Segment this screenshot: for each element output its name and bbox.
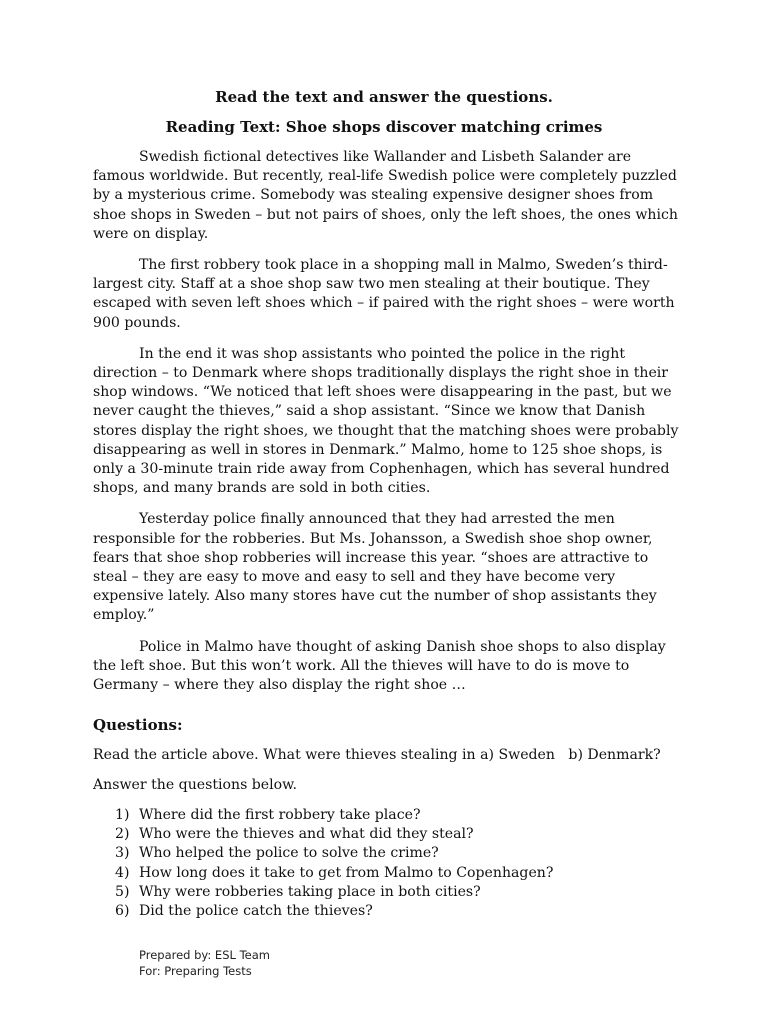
questions-instruction: Answer the questions below. — [93, 777, 298, 793]
instruction-heading: Read the text and answer the questions. — [215, 88, 553, 106]
question-item — [115, 864, 683, 883]
paragraph: In the end it was shop assistants who pointed the police in the right direction – to Denmark where shops traditionally displays the right shoe in their shop windows. “We noticed that left shoes were disappearing in the past, but we never caught the thieves,” said a shop assistant. “Since we know that Danish stores display the right shoes, we thought that the matching shoes were probably disappearing as well in stores in Denmark.” Malmo, home to 125 shoe shops, is only a 30-minute train ride away from Cophenhagen, which has several hundred shops, and many brands are sold in both cities. — [93, 345, 679, 497]
question-item — [115, 825, 683, 844]
question-number: 6) — [115, 903, 130, 920]
question-number: 5) — [115, 883, 130, 900]
footer-prepared-by: Prepared by: ESL Team — [139, 948, 270, 962]
question-text: How long does it take to get from Malmo to Copenhagen? — [139, 864, 554, 881]
question-text: Did the police catch the thieves? — [139, 903, 373, 920]
questions-section — [93, 716, 683, 921]
footer — [139, 947, 270, 979]
footer-for: For: Preparing Tests — [139, 964, 252, 978]
paragraph: Swedish fictional detectives like Wallander and Lisbeth Salander are famous worldwide. But recently, real-life Swedish police were completely puzzled by a mysterious crime. Somebody was stealing expensive designer shoes from shoe shops in Sweden – but not pairs of shoes, only the left shoes, the ones which were on display. — [93, 149, 678, 242]
question-text: Who were the thieves and what did they steal? — [139, 826, 474, 843]
question-text: Who helped the police to solve the crime? — [139, 845, 439, 862]
question-item — [115, 902, 683, 921]
question-number: 4) — [115, 864, 130, 881]
question-item — [115, 844, 683, 863]
paragraph: Yesterday police finally announced that they had arrested the men responsible for the robberies. But Ms. Johansson, a Swedish shoe shop owner, fears that shoe shop robberies will increase this year. “shoes are attractive to steal – they are easy to move and easy to sell and they have become very expensive lately. Also many stores have cut the number of shop assistants they employ.” — [93, 511, 657, 624]
question-number: 3) — [115, 845, 130, 862]
questions-prompt: Read the article above. What were thieves stealing in a) Sweden b) Denmark? — [93, 747, 661, 763]
question-text: Where did the first robbery take place? — [139, 807, 421, 823]
question-number: 2) — [115, 826, 130, 843]
question-number: 1) — [115, 807, 130, 823]
questions-heading: Questions: — [93, 716, 183, 734]
paragraph: The first robbery took place in a shopping mall in Malmo, Sweden’s third-largest city. Staff at a shoe shop saw two men stealing at their boutique. They escaped with seven left shoes which – if paired with the right shoes – were worth 900 pounds. — [93, 257, 675, 331]
question-list — [93, 806, 683, 921]
question-item — [115, 806, 683, 825]
question-item — [115, 883, 683, 902]
reading-title: Reading Text: Shoe shops discover matching crimes — [165, 118, 603, 136]
reading-text — [93, 148, 683, 707]
question-text: Why were robberies taking place in both cities? — [139, 883, 481, 900]
paragraph: Police in Malmo have thought of asking Danish shoe shops to also display the left shoe. But this won’t work. All the thieves will have to do is move to Germany – where they also display the right shoe … — [93, 638, 666, 694]
